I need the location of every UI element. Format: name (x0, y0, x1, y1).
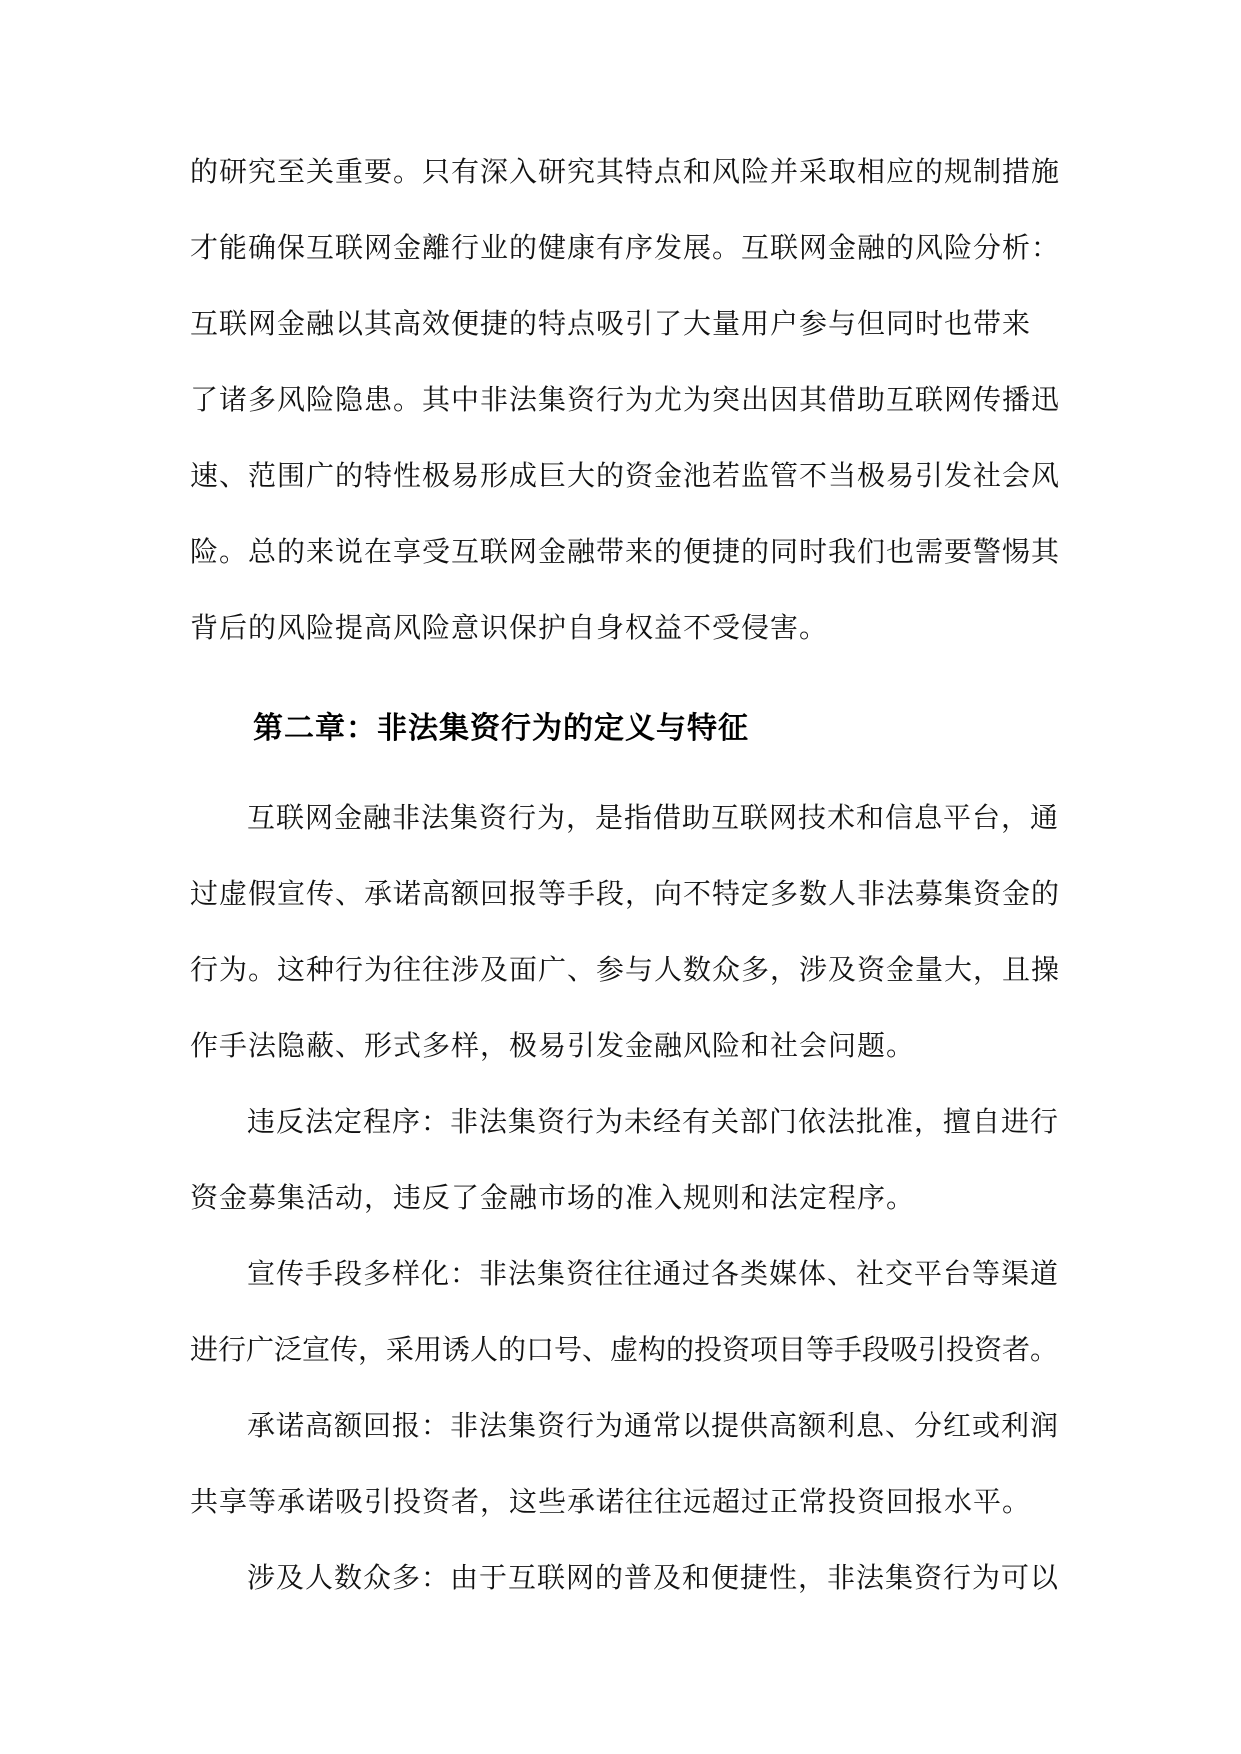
paragraph-line: 背后的风险提高风险意识保护自身权益不受侵害。 (190, 611, 829, 644)
paragraph-line: 进行广泛宣传，采用诱人的口号、虚构的投资项目等手段吸引投资者。 (190, 1333, 1059, 1366)
paragraph-line: 承诺高额回报：非法集资行为通常以提供高额利息、分红或利润 (247, 1409, 1060, 1442)
paragraph-line: 互联网金融以其高效便捷的特点吸引了大量用户参与但同时也带来 (190, 307, 1032, 340)
paragraph-line: 违反法定程序：非法集资行为未经有关部门依法批准，擅自进行 (247, 1105, 1060, 1138)
paragraph-line: 宣传手段多样化：非法集资往往通过各类媒体、社交平台等渠道 (247, 1257, 1060, 1290)
paragraph-line: 了诸多风险隐患。其中非法集资行为尤为突出因其借助互联网传播迅 (190, 383, 1061, 416)
paragraph-line: 资金募集活动，违反了金融市场的准入规则和法定程序。 (190, 1181, 916, 1214)
paragraph-line: 的研究至关重要。只有深入研究其特点和风险并采取相应的规制措施 (190, 155, 1061, 188)
paragraph-line: 共享等承诺吸引投资者，这些承诺往往远超过正常投资回报水平。 (190, 1485, 1032, 1518)
paragraph-line: 行为。这种行为往往涉及面广、参与人数众多，涉及资金量大，且操 (190, 953, 1061, 986)
chapter-heading: 第二章：非法集资行为的定义与特征 (253, 711, 749, 746)
paragraph-line: 才能确保互联网金離行业的健康有序发展。互联网金融的风险分析： (190, 231, 1061, 264)
paragraph-line: 涉及人数众多：由于互联网的普及和便捷性，非法集资行为可以 (247, 1561, 1060, 1594)
paragraph-line: 互联网金融非法集资行为，是指借助互联网技术和信息平台，通 (247, 801, 1060, 834)
paragraph-line: 险。总的来说在享受互联网金融带来的便捷的同时我们也需要警惕其 (190, 535, 1061, 568)
paragraph-line: 速、范围广的特性极易形成巨大的资金池若监管不当极易引发社会风 (190, 459, 1061, 492)
paragraph-line: 作手法隐蔽、形式多样，极易引发金融风险和社会问题。 (190, 1029, 916, 1062)
paragraph-line: 过虚假宣传、承诺高额回报等手段，向不特定多数人非法募集资金的 (190, 877, 1061, 910)
